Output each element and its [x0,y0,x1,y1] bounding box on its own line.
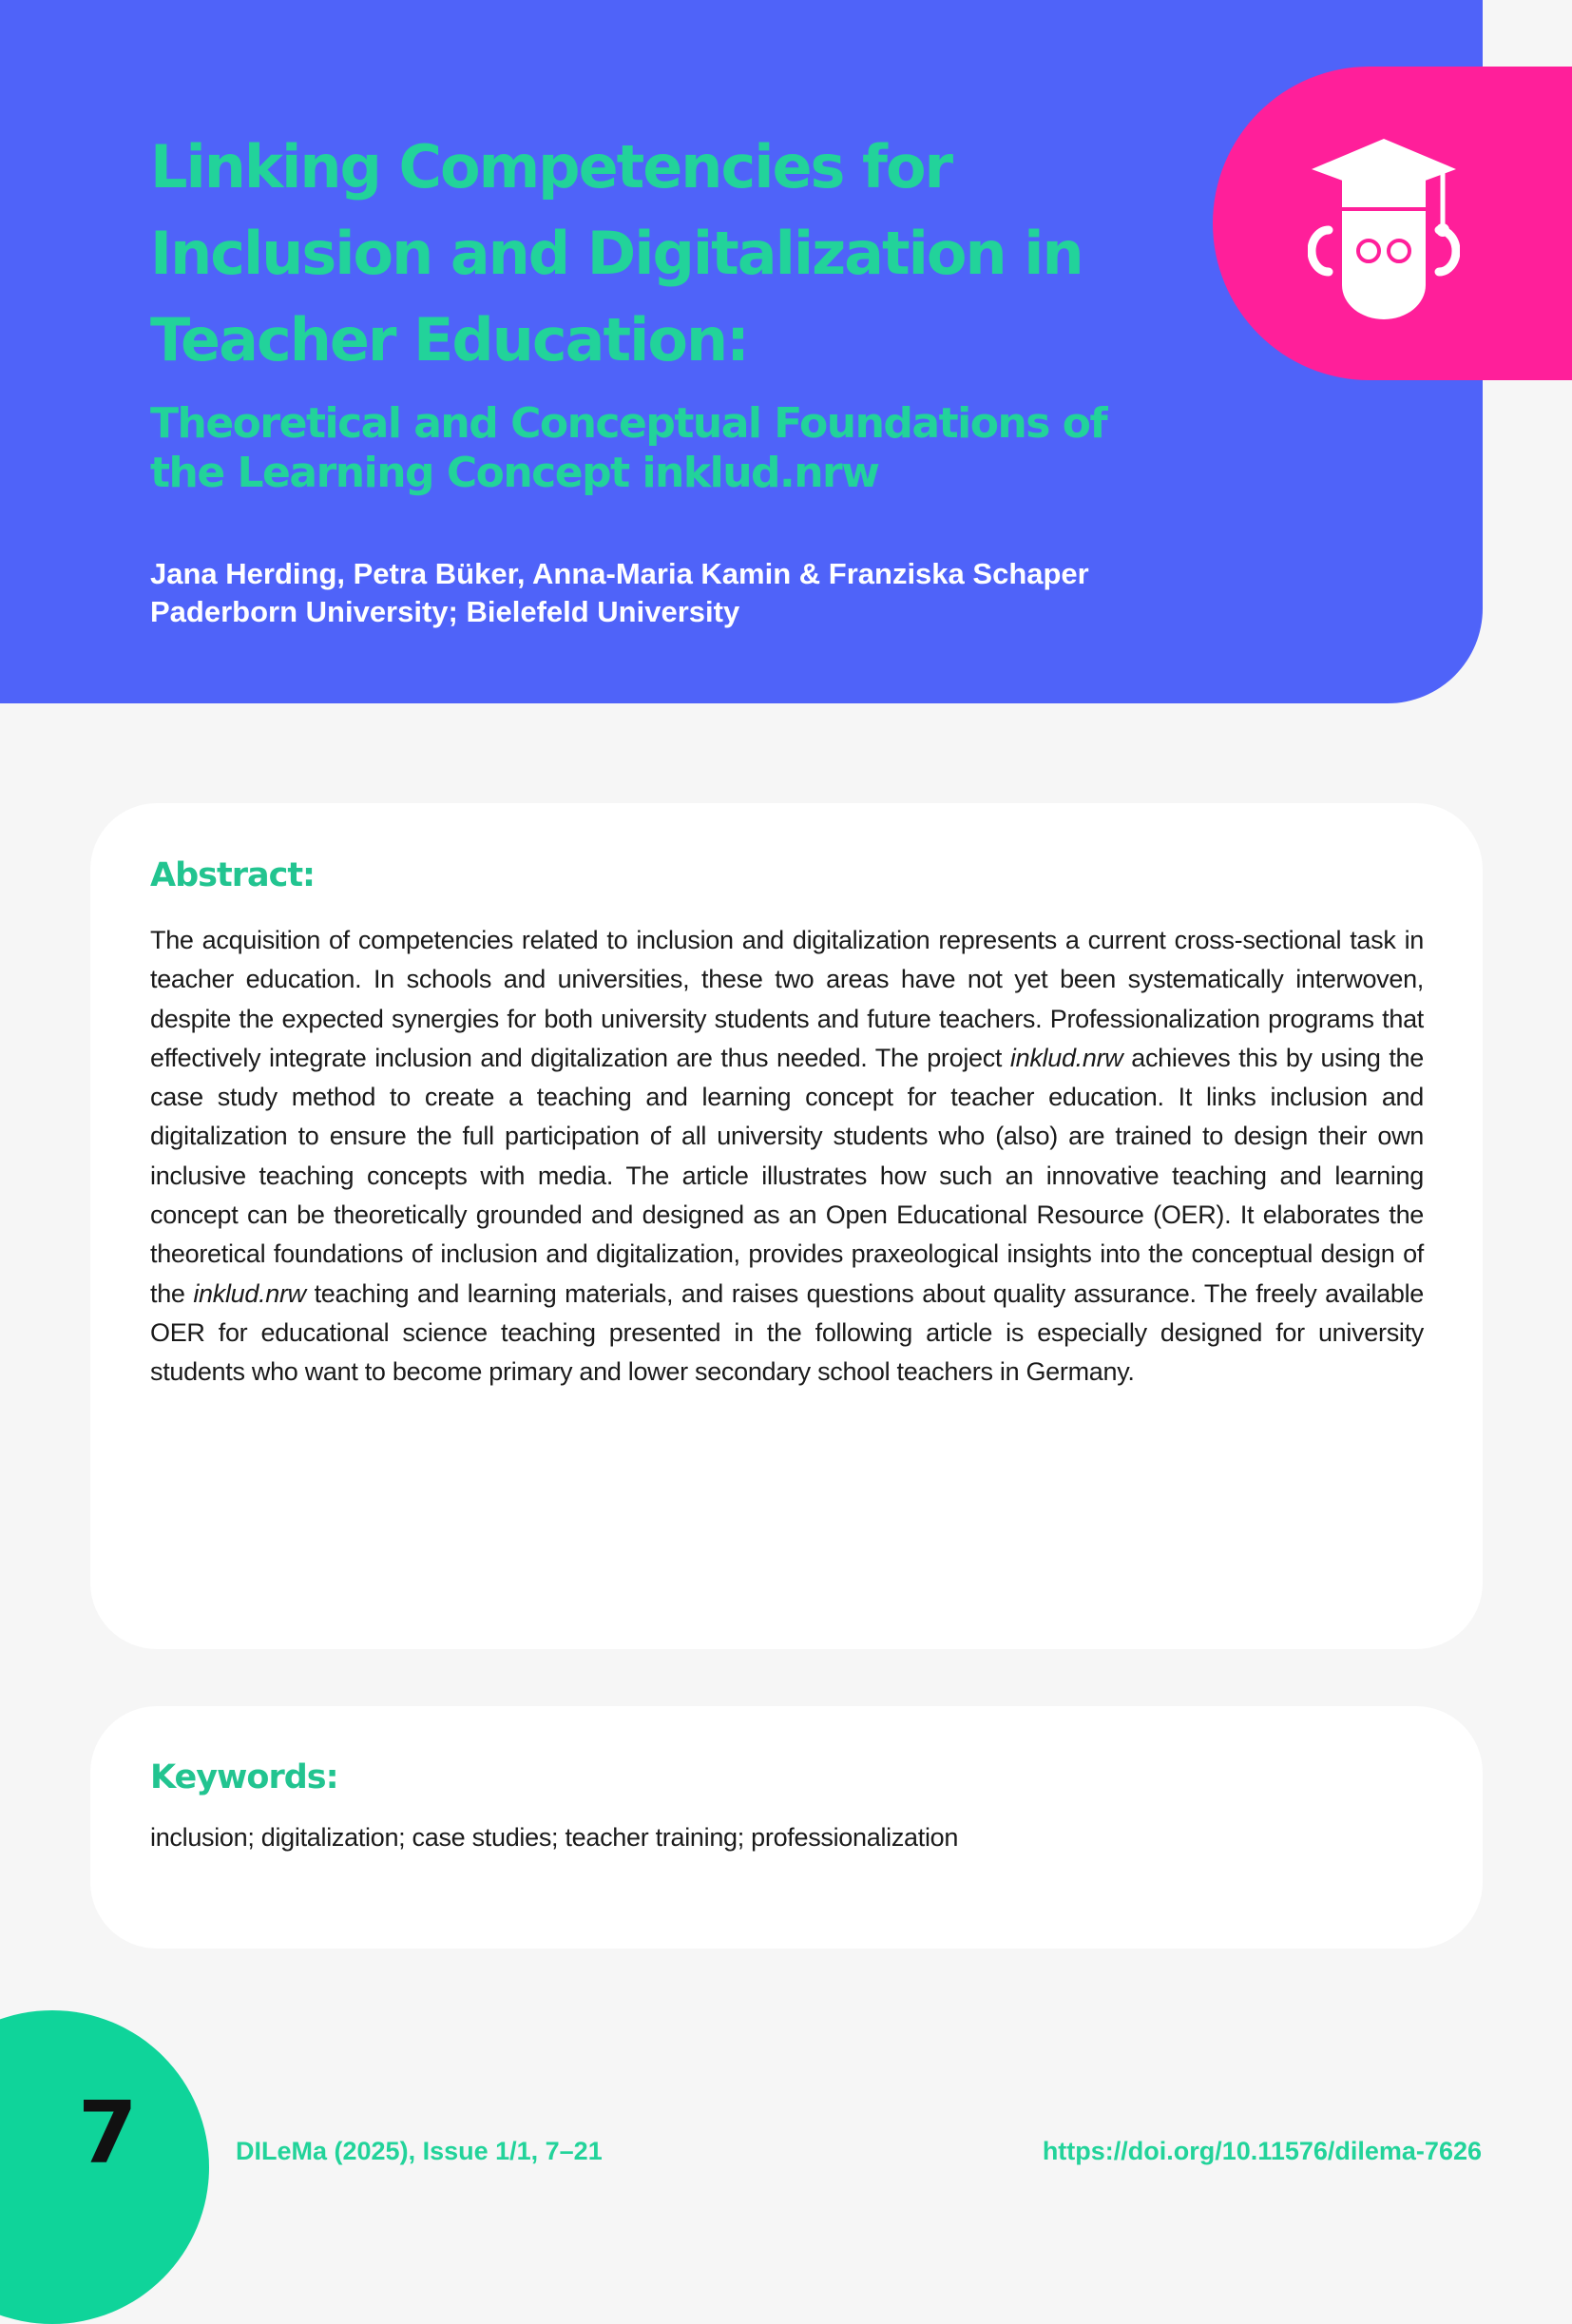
journal-citation: DILeMa (2025), Issue 1/1, 7–21 [236,2137,603,2165]
article-subtitle: Theoretical and Conceptual Foundations of the Learning Concept inklud.nrw [150,399,1107,497]
abstract-heading: Abstract: [150,856,316,894]
title-banner [0,0,1483,703]
affiliation-line: Paderborn University; Bielefeld University [150,595,740,628]
project-name-emphasis: inklud.nrw [193,1278,306,1308]
keywords-card [90,1706,1483,1949]
author-list: Jana Herding, Petra Büker, Anna-Maria Kamin & Franziska Schaper [150,557,1089,590]
abstract-card [90,803,1483,1649]
graduate-robot-badge [1213,67,1572,380]
keywords-list: inclusion; digitalization; case studies; teacher training; professionalization [150,1823,959,1852]
abstract-text-part-3: teaching and learning materials, and raises questions about quality assurance. The freely available OER for educational science teaching presented in the following article is especially designed for university students who want to become primary and lower secondary school teachers in Germany. [150,1278,1424,1387]
keywords-heading: Keywords: [150,1758,338,1796]
graduate-robot-icon [1308,133,1460,323]
article-title: Linking Competencies for Inclusion and Digitalization in Teacher Education: [150,132,1083,375]
doi-link[interactable]: https://doi.org/10.11576/dilema-7626 [1042,2137,1482,2165]
abstract-text [150,921,1424,1392]
abstract-text-part-1: The acquisition of competencies related to inclusion and digitalization represents a current cross-sectional task in teacher education. In schools and universities, these two areas have not yet been systematically interwoven, despite the expected synergies for both university students and future teachers. Professionalization programs that effectively integrate inclusion and digitalization are thus needed. The project [150,926,1424,1072]
abstract-text-part-2: achieves this by using the case study method to create a teaching and learning concept for teacher education. It links inclusion and digitalization to ensure the full participation of all university students who (also) are trained to design their own inclusive teaching concepts with media. The article illustrates how such an innovative teaching and learning concept can be theoretically grounded and designed as an Open Educational Resource (OER). It elaborates the theoretical foundations of inclusion and digitalization, provides praxeological insights into the conceptual design of the [150,1043,1424,1308]
project-name-emphasis: inklud.nrw [1009,1043,1123,1072]
page-number: 7 [78,2084,138,2183]
